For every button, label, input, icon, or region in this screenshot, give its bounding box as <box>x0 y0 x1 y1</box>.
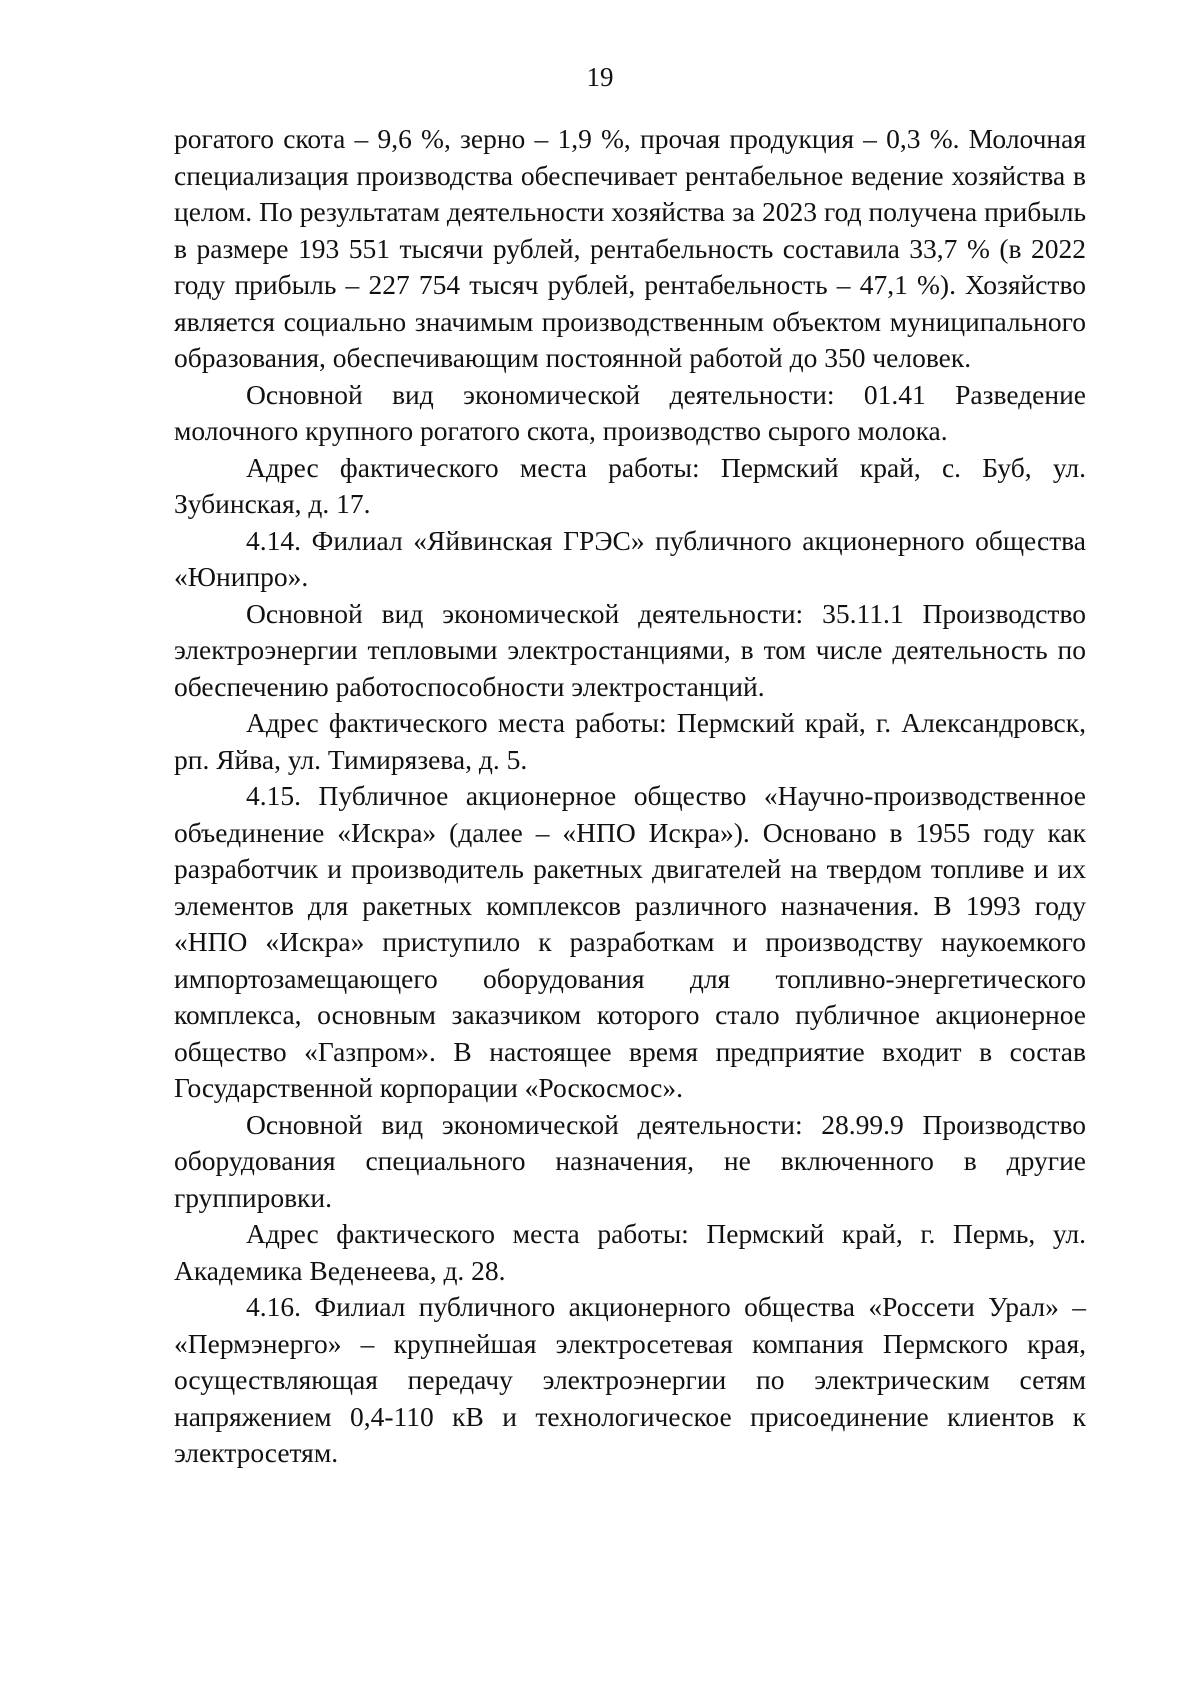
paragraph-item-4-14: 4.14. Филиал «Яйвинская ГРЭС» публичного акционерного общества «Юнипро». <box>174 524 1086 592</box>
paragraph-item-4-15: 4.15. Публичное акционерное общество «Научно-производственное объединение «Искра» (далее – «НПО Искра»). Основано в 1955 году как разработчик и производитель ракетных двигателей на твердом топливе и их элементов для ракетных комплексов различного назначения. В 1993 году «НПО «Искра» приступило к разработкам и производству наукоемкого импортозамещающего оборудования для топливно-энергетического комплекса, основным заказчиком которого стало публичное акционерное общество «Газпром». В настоящее время предприятие входит в состав Государственной корпорации «Роскосмос». <box>174 780 1086 1103</box>
paragraph-address: Адрес фактического места работы: Пермский край, г. Пермь, ул. Академика Веденеева, д. 28. <box>174 1218 1086 1286</box>
paragraph-address: Адрес фактического места работы: Пермский край, с. Буб, ул. Зубинская, д. 17. <box>174 451 1086 519</box>
document-body <box>174 121 1086 1472</box>
paragraph-activity-type: Основной вид экономической деятельности: 01.41 Разведение молочного крупного рогатого скота, производство сырого молока. <box>174 378 1086 446</box>
paragraph-activity-type: Основной вид экономической деятельности: 35.11.1 Производство электроэнергии тепловыми электростанциями, в том числе деятельность по обеспечению работоспособности электростанций. <box>174 597 1086 702</box>
paragraph-address: Адрес фактического места работы: Пермский край, г. Александровск, рп. Яйва, ул. Тимирязева, д. 5. <box>174 707 1086 775</box>
page-number: 19 <box>586 62 614 92</box>
paragraph-continuation: рогатого скота – 9,6 %, зерно – 1,9 %, прочая продукция – 0,3 %. Молочная специализация производства обеспечивает рентабельное ведение хозяйства в целом. По результатам деятельности хозяйства за 2023 год получена прибыль в размере 193 551 тысячи рублей, рентабельность составила 33,7 % (в 2022 году прибыль – 227 754 тысяч рублей, рентабельность – 47,1 %). Хозяйство является социально значимым производственным объектом муниципального образования, обеспечивающим постоянной работой до 350 человек. <box>174 123 1086 373</box>
paragraph-activity-type: Основной вид экономической деятельности: 28.99.9 Производство оборудования специального назначения, не включенного в другие группировки. <box>174 1108 1086 1213</box>
paragraph-item-4-16: 4.16. Филиал публичного акционерного общества «Россети Урал» – «Пермэнерго» – крупнейшая электросетевая компания Пермского края, осуществляющая передачу электроэнергии по электрическим сетям напряжением 0,4-110 кВ и технологическое присоединение клиентов к электросетям. <box>174 1291 1086 1468</box>
